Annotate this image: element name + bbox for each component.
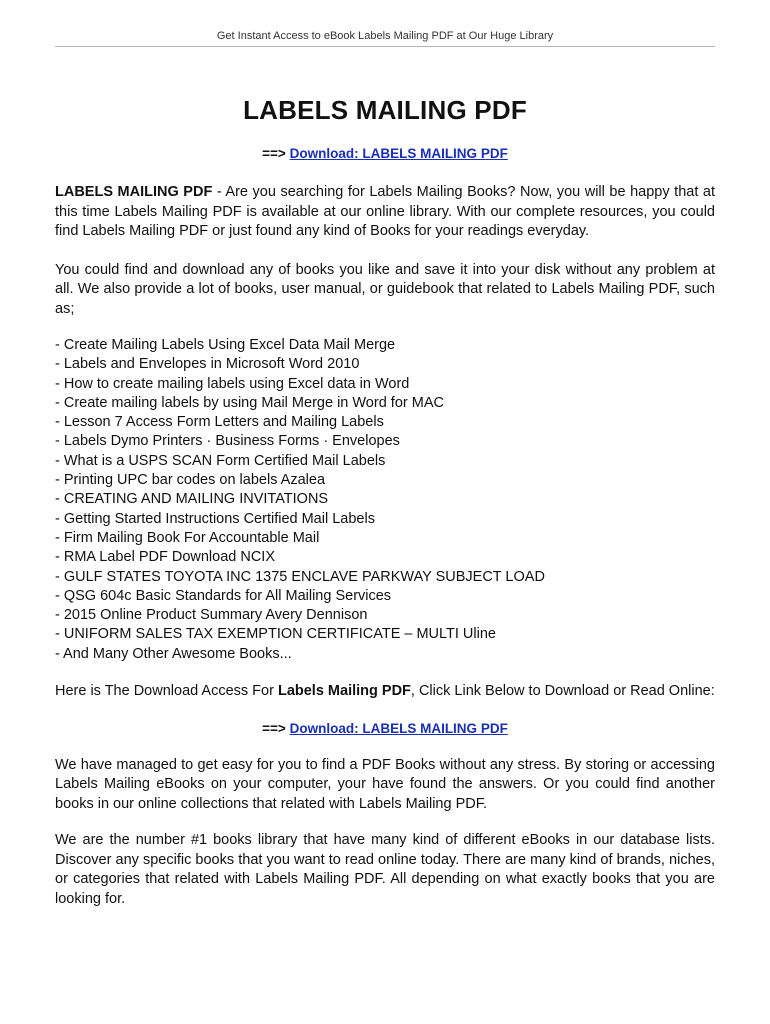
library-paragraph: We are the number #1 books library that have many kind of different eBooks in our database lists. Discover any specific books that you want to read online today. There are many kind of brands, niches, or categories that related with Labels Mailing PDF. All depending on what exactly books that you are looking for. [55,832,715,907]
list-item: - RMA Label PDF Download NCIX [55,549,275,566]
list-item: - What is a USPS SCAN Form Certified Mail Labels [55,452,386,469]
list-item: - How to create mailing labels using Excel data in Word [55,375,410,392]
download-line-bottom [55,721,715,736]
list-item: - Labels and Envelopes in Microsoft Word 2010 [55,356,360,373]
list-item: - CREATING AND MAILING INVITATIONS [55,491,329,508]
list-item: - QSG 604c Basic Standards for All Mailing Services [55,587,392,604]
list-item: - Printing UPC bar codes on labels Azalea [55,472,326,489]
managed-paragraph: We have managed to get easy for you to find a PDF Books without any stress. By storing or accessing Labels Mailing eBooks on your computer, your have found the answers. Or you could find another books in our online collections that related with Labels Mailing PDF. [55,756,715,812]
document-page [55,0,715,909]
list-item: - Create Mailing Labels Using Excel Data Mail Merge [55,337,396,353]
list-item: - Firm Mailing Book For Accountable Mail [55,529,320,546]
book-list [55,336,715,664]
page-title: LABELS MAILING PDF [243,95,527,125]
access-prefix: Here is The Download Access For [55,683,278,700]
access-bold-title: Labels Mailing PDF [277,683,411,700]
download-arrow: ==> [262,720,286,736]
list-item: - UNIFORM SALES TAX EXEMPTION CERTIFICATE – MULTI Uline [55,626,496,643]
access-suffix: , Click Link Below to Download or Read Online: [410,683,715,700]
download-link-bottom[interactable]: Download: LABELS MAILING PDF [289,720,508,736]
list-item: - GULF STATES TOYOTA INC 1375 ENCLAVE PARKWAY SUBJECT LOAD [55,568,545,585]
running-header: Get Instant Access to eBook Labels Mailing PDF at Our Huge Library [55,30,715,47]
list-item: - Getting Started Instructions Certified Mail Labels [55,510,375,527]
intro-bold-title: LABELS MAILING PDF [55,184,213,200]
download-line-top [55,146,715,161]
list-item: - Lesson 7 Access Form Letters and Mailing Labels [55,414,384,431]
download-link-top[interactable]: Download: LABELS MAILING PDF [289,146,508,161]
intro-text: - Are you searching for Labels Mailing Books? Now, you will be happy that at this time Labels Mailing PDF is available at our online library. With our complete resources, you could find Labels Mailing PDF or just found any kind of Books for your readings everyday. [55,184,715,239]
list-item: - Create mailing labels by using Mail Merge in Word for MAC [55,394,444,411]
intro-paragraph [55,183,715,242]
access-paragraph [55,682,715,702]
download-arrow: ==> [262,146,286,161]
find-paragraph: You could find and download any of books you like and save it into your disk without any problem at all. We also provide a lot of books, user manual, or guidebook that related to Labels Mailing PDF, such as; [55,261,715,317]
list-item: - Labels Dymo Printers · Business Forms · Envelopes [55,433,400,450]
list-item: - And Many Other Awesome Books... [55,645,292,662]
list-item: - 2015 Online Product Summary Avery Dennison [55,607,368,624]
